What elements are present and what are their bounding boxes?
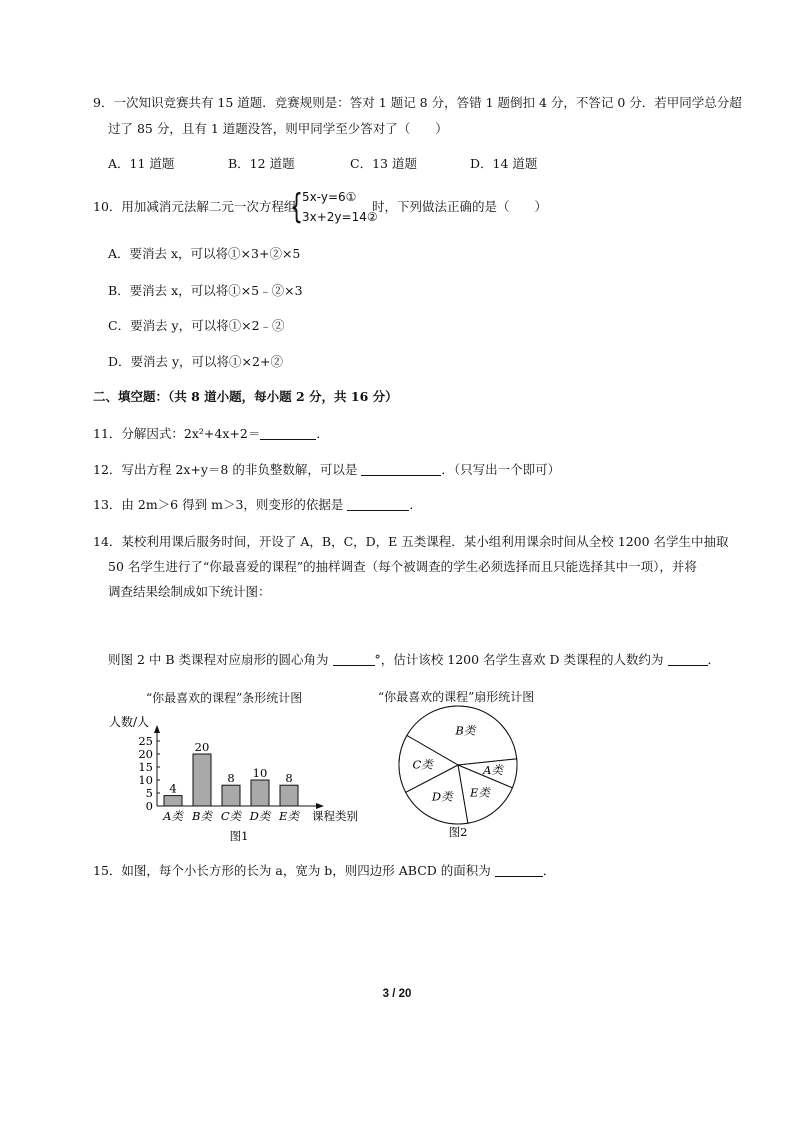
figure-caption: 图2: [448, 825, 468, 839]
slice-label: D类: [431, 789, 453, 804]
q14-question-part2: °，估计该校 1200 名学生喜欢 D 类课程的人数约为: [374, 652, 664, 667]
q15-text: 15．如图，每个小长方形的长为 a，宽为 b，则四边形 ABCD 的面积为: [93, 863, 491, 878]
category-label: A类: [163, 809, 183, 823]
q9-option-b: B．12 道题: [228, 156, 295, 171]
q15-end: ．: [542, 863, 556, 878]
q12-text: 12．写出方程 2x+y＝8 的非负整数解，可以是: [93, 462, 358, 477]
bar-chart-title: “你最喜欢的课程”条形统计图: [146, 691, 303, 705]
y-tick-label: 15: [138, 760, 153, 774]
q15: [93, 863, 555, 879]
data-label: 4: [169, 781, 177, 796]
q12: [93, 462, 560, 478]
y-tick-label: 0: [145, 799, 153, 813]
bar: [251, 780, 269, 806]
data-label: 8: [227, 771, 235, 786]
q13-answer-blank: [347, 498, 409, 511]
q11-answer-blank: [260, 427, 316, 440]
q9-option-a: A．11 道题: [108, 156, 175, 171]
q14-line1: 14．某校利用课后服务时间，开设了 A，B，C，D，E 五类课程．某小组利用课余时间从全校 1200 名学生中抽取: [93, 534, 729, 549]
slice-label: A类: [483, 763, 503, 778]
y-tick-label: 10: [138, 773, 153, 787]
q14-end: ．: [707, 652, 721, 667]
q13: [93, 497, 422, 513]
slice-label: B类: [455, 723, 476, 738]
category-label: C类: [220, 809, 242, 823]
q11: [93, 426, 329, 442]
q14-angle-blank: [333, 653, 375, 666]
equation-2: 3x+2y=14②: [302, 210, 378, 224]
category-label: E类: [279, 809, 299, 823]
x-axis-label: 课程类别: [312, 809, 358, 823]
y-tick-label: 5: [145, 786, 153, 800]
q10-stem: 10．用加减消元法解二元一次方程组: [93, 199, 297, 214]
q15-answer-blank: [495, 864, 543, 877]
q14-question-part1: 则图 2 中 B 类课程对应扇形的圆心角为: [108, 652, 329, 667]
bar: [193, 754, 211, 806]
q13-text: 13．由 2m＞6 得到 m＞3，则变形的依据是: [93, 497, 344, 512]
q9-option-d: D．14 道题: [470, 156, 538, 171]
figure-caption: 图1: [229, 829, 249, 843]
q11-text: 11．分解因式：2x²+4x+2＝: [93, 426, 261, 441]
q10-option-b: B．要消去 x，可以将①×5﹣②×3: [108, 283, 303, 298]
data-label: 20: [194, 740, 210, 754]
data-label: 8: [285, 771, 293, 786]
q14-line3: 调查结果绘制成如下统计图：: [108, 584, 271, 599]
q12-answer-blank: [361, 463, 441, 476]
bar: [222, 785, 240, 806]
q9-option-c: C．13 道题: [350, 156, 417, 171]
q10-option-d: D．要消去 y，可以将①×2+②: [108, 354, 283, 369]
bar: [280, 785, 298, 806]
q10-option-a: A．要消去 x，可以将①×3+②×5: [108, 246, 301, 261]
bar-chart: [105, 708, 365, 848]
y-tick-label: 25: [138, 734, 153, 748]
bar: [164, 796, 182, 806]
page-number: 3 / 20: [382, 988, 412, 1000]
equation-1: 5x-y=6①: [302, 190, 357, 204]
q10-stem-end: 时，下列做法正确的是（ ）: [372, 199, 548, 214]
brace-symbol: {: [290, 187, 303, 227]
data-label: 10: [252, 766, 268, 780]
q9-line2: 过了 85 分，且有 1 道题没答，则甲同学至少答对了（ ）: [108, 121, 448, 136]
slice-label: C类: [412, 757, 433, 772]
q11-end: ．: [316, 426, 329, 441]
category-label: B类: [192, 809, 212, 823]
y-axis-label: 人数/人: [109, 715, 150, 729]
q9-line1: 9．一次知识竞赛共有 15 道题．竞赛规则是：答对 1 题记 8 分，答错 1 题倒扣 4 分，不答记 0 分．若甲同学总分超: [93, 95, 742, 110]
y-tick-label: 20: [138, 747, 153, 761]
category-label: D类: [249, 809, 271, 823]
q14-line2: 50 名学生进行了“你最喜爱的课程”的抽样调查（每个被调查的学生必须选择而且只能选择其中一项），并将: [108, 559, 697, 574]
q14-question: [108, 652, 720, 668]
q14-count-blank: [668, 653, 708, 666]
slice-label: E类: [470, 785, 490, 800]
y-axis-arrow: [154, 725, 160, 733]
pie-chart-title: “你最喜欢的课程”扇形统计图: [378, 690, 535, 704]
pie-chart: [390, 705, 530, 845]
q13-end: ．: [409, 497, 422, 512]
section-heading: 二、填空题：（共 8 道小题，每小题 2 分，共 16 分）: [93, 389, 398, 404]
q10-option-c: C．要消去 y，可以将①×2﹣②: [108, 318, 285, 333]
q12-end: ．（只写出一个即可）: [441, 462, 561, 477]
